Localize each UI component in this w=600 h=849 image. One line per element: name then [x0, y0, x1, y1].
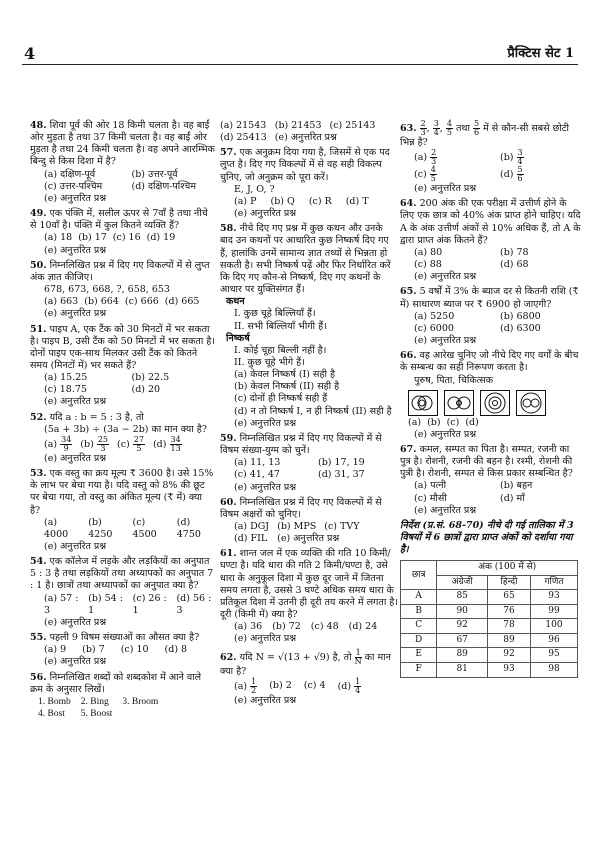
option[interactable]: (a) 21543 [220, 120, 267, 131]
classes: पुरुष, पिता, चिकित्सक [414, 374, 494, 386]
option[interactable]: (d) 8 [164, 644, 188, 656]
set-title: प्रैक्टिस सेट 1 [507, 46, 574, 61]
option[interactable]: (a) $\frac{2}{3}$ [414, 148, 437, 167]
question-58: 58. नीचे दिए गए प्रश्न में कुछ कथन और उनके बाद उन कथनों पर आधारित कुछ निष्कर्ष दिए गए हैं, हालांकि उनमें सामान्य ज्ञात तथ्यों से भिन्नता हो सकती है। सभी निष्कर्ष पढ़ें और फिर निर्धारित करें कि दिए गए कौन-से निष्कर्ष, दिए गए कथनों के आधार पर युक्तिसंगत हैं। कथन I. कुछ चूहे बिल्लियाँ हैं। II. सभी बिल्लियाँ भीगी हैं। निष्कर्ष I. कोई चूहा बिल्ली नहीं है। II. कुछ चूहे भीगे हैं। (a) केवल निष्कर्ष (I) सही है (b) केवल निष्कर्ष (II) सही है (c) दोनों ही निष्कर्ष सही हैं (d) न तो निष्कर्ष I, न ही निष्कर्ष (II) सही है (e) अनुत्तरित प्रश्न [220, 223, 398, 430]
word: 5. Boost [80, 709, 113, 720]
table-row: B 90 76 99 [401, 604, 578, 619]
option[interactable]: (c) 25143 [329, 120, 376, 131]
option[interactable]: (c) 10 [120, 644, 149, 656]
option[interactable]: (a) 5250 [414, 310, 455, 322]
option[interactable]: (e) अनुत्तरित प्रश्न [44, 616, 107, 628]
option[interactable]: (c) 26 : 1 [132, 592, 167, 616]
option[interactable]: (e) अनुत्तरित प्रश्न [44, 656, 107, 668]
question-49: 49. एक पंक्ति में, सलील ऊपर से 7वाँ है तथा नीचे से 10वाँ है। पंक्ति में कुल कितने व्यक्ति हैं? (a) 18 (b) 17 (c) 16 (d) 19 (e) अनुत्तरित प्रश्न [30, 208, 215, 257]
question-55: 55. पहली 9 विषम संख्याओं का औसत क्या है? (a) 9 (b) 7 (c) 10 (d) 8 (e) अनुत्तरित प्रश्न [30, 632, 215, 668]
page-number: 4 [24, 44, 36, 63]
option[interactable]: (d) T [345, 195, 369, 207]
venn-option-b[interactable] [444, 390, 474, 416]
option[interactable]: (e) अनुत्तरित प्रश्न [234, 481, 297, 493]
table-header: हिन्दी [488, 575, 531, 590]
option[interactable]: (e) अनुत्तरित प्रश्न [44, 244, 107, 256]
question-66: 66. वह आरेख चुनिए जो नीचे दिए गए वर्गों के बीच के सम्बन्ध का सही निरूपण करता है। पुरुष, पिता, चिकित्सक (a) (b) (c) (d) (e) अनुत्तरित प्रश्न [400, 350, 582, 441]
option[interactable]: (a) 11, 13 [234, 457, 281, 469]
question-56-options [220, 120, 398, 144]
option[interactable]: (c) 88 [414, 259, 442, 271]
option[interactable]: (d) 68 [500, 259, 529, 271]
option[interactable]: (b) $\frac{3}{4}$ [500, 148, 523, 167]
option[interactable]: (e) अनुत्तरित प्रश्न [414, 183, 477, 195]
option[interactable]: (b) 72 [272, 621, 301, 633]
option[interactable]: (b) 6800 [500, 310, 541, 322]
question-48: 48. शिवा पूर्व की ओर 18 किमी चलता है। वह बाईं ओर मुड़ता है तथा 37 किमी चलता है। वह बाईं ओर मुड़ता है तथा 24 किमी चलता है। वह अपने आरम्भिक बिन्दु से किस दिशा में है? (a) दक्षिण-पूर्व (b) उत्तर-पूर्व (c) उत्तर-पश्चिम (d) दक्षिण-पश्चिम (e) अनुत्तरित प्रश्न [30, 120, 215, 204]
question-57: 57. एक अनुक्रम दिया गया है, जिसमें से एक पद लुप्त है। दिए गए विकल्पों में से वह सही विकल्प चुनिए, जो अनुक्रम को पूरा करें। E, J, O, ? (a) P (b) Q (c) R (d) T (e) अनुत्तरित प्रश्न [220, 147, 398, 220]
option[interactable]: (d) $\frac{5}{6}$ [500, 165, 523, 184]
option[interactable]: (d) माँ [500, 492, 525, 504]
option[interactable]: (e) अनुत्तरित प्रश्न [44, 396, 107, 408]
question-50: 50. निम्नलिखित प्रश्न में दिए गए विकल्पों में से लुप्त अंक ज्ञात कीजिए। 678, 673, 668, ?, 658, 653 (a) 663 (b) 664 (c) 666 (d) 665 (e) अनुत्तरित प्रश्न [30, 260, 215, 321]
option[interactable]: (a) $\frac{34}{9}$ [44, 434, 72, 453]
column-1 [30, 120, 215, 723]
option[interactable]: (b) 17 [78, 232, 107, 244]
option[interactable]: (e) अनुत्तरित प्रश्न [234, 694, 297, 706]
option[interactable]: (e) अनुत्तरित प्रश्न [414, 504, 477, 516]
question-54: 54. एक कॉलेज में लड़के और लड़कियों का अनुपात 5 : 3 है तथा लड़कियों तथा अध्यापकों का अनुपात 7 : 1 है। छात्रों तथा अध्यापकों का अनुपात क्या है? (a) 57 : 3 (b) 54 : 1 (c) 26 : 1 (d) 56 : 3 (e) अनुत्तरित प्रश्न [30, 556, 214, 628]
word: 4. Bost [38, 709, 65, 720]
option[interactable]: (d) 25413 [220, 132, 267, 144]
word: 3. Broom [122, 696, 159, 707]
option[interactable]: (e) अनुत्तरित प्रश्न [414, 271, 477, 283]
option[interactable]: (a) P [234, 195, 257, 207]
option[interactable]: (b) उत्तर-पूर्व [131, 168, 178, 180]
option[interactable]: (d) 665 [164, 296, 200, 308]
venn-diagram-options [408, 390, 582, 416]
question-63: 63. $\frac{2}{3}$ , $\frac{3}{4}$ , $\frac{4}{5}$ तथा $\frac{5}{6}$ में से कौन-सी सबसे छोटी भिन्न है? (a) $\frac{2}{3}$ (b) $\frac{3}{4}$ (c) $\frac{4}{5}$ (d) $\frac{5}{6}$ (e) अनुत्तरित प्रश्न [400, 120, 582, 195]
question-59: 59. निम्नलिखित प्रश्न में दिए गए विकल्पों में से विषम संख्या-युग्म को चुनें। (a) 11, 13 (b) 17, 19 (c) 41, 47 (d) 31, 37 (e) अनुत्तरित प्रश्न [220, 433, 398, 494]
option[interactable]: (c) उत्तर-पश्चिम [44, 180, 103, 192]
table-row: F 81 93 98 [401, 662, 578, 677]
option[interactable]: (d) 31, 37 [318, 469, 365, 481]
option[interactable]: (d) 4750 [176, 516, 201, 540]
option[interactable]: (c) 6000 [414, 322, 454, 334]
option[interactable]: (d) 24 [348, 621, 378, 633]
venn-option-c[interactable] [480, 390, 510, 416]
option[interactable]: (e) अनुत्तरित प्रश्न [44, 541, 107, 552]
question-64: 64. 200 अंक की एक परीक्षा में उत्तीर्ण होने के लिए एक छात्र को 40% अंक प्राप्त होने चाहिए। यदि A के अंक उत्तीर्ण अंकों से 10% अधिक हैं, तो A के द्वारा प्राप्त अंक कितने हैं? (a) 80 (b) 78 (c) 88 (d) 68 (e) अनुत्तरित प्रश्न [400, 198, 581, 283]
word: 2. Bing [80, 696, 109, 707]
option[interactable]: (e) अनुत्तरित प्रश्न [234, 208, 297, 220]
option[interactable]: (b) Q [270, 195, 295, 207]
option[interactable]: (b) केवल निष्कर्ष (II) सही है [234, 381, 340, 393]
option[interactable]: (a) 9 [44, 644, 67, 656]
option[interactable]: (c) 18.75 [44, 384, 87, 396]
option[interactable]: (c) 4500 [132, 516, 157, 540]
option[interactable]: (a) $\frac{1}{2}$ [234, 676, 257, 695]
option[interactable]: (e) अनुत्तरित प्रश्न [44, 192, 107, 204]
number-series: 678, 673, 668, ?, 658, 653 [44, 284, 170, 296]
column-2 [220, 120, 398, 710]
table-header: छात्र [401, 561, 437, 590]
option[interactable]: (d) 19 [146, 232, 176, 244]
question-62: 62. यदि N = √(13 + √9) है, तो $\frac{1}{N}$ का मान क्या है? (a) $\frac{1}{2}$ (b) 2 (c) 4 (d) $\frac{1}{4}$ (e) अनुत्तरित प्रश्न [220, 649, 398, 707]
option[interactable]: (d) दक्षिण-पश्चिम [131, 180, 197, 192]
page-header [22, 44, 578, 65]
option[interactable]: (b) 21453 [274, 120, 322, 131]
question-52: 52. यदि a : b = 5 : 3 है, तो (5a + 3b) ÷ (3a − 2b) का मान क्या है? (a) $\frac{34}{9}$ (b) $\frac{25}{3}$ (c) $\frac{27}{5}$ (d) $\frac{34}{13}$ (e) अनुत्तरित प्रश्न [30, 412, 215, 465]
option[interactable]: (d) $\frac{34}{13}$ [152, 434, 181, 453]
option[interactable]: (e) अनुत्तरित प्रश्न [234, 633, 297, 645]
option[interactable]: (c) $\frac{27}{5}$ [117, 434, 144, 453]
table-header: अंक (100 में से) [437, 561, 578, 576]
option[interactable]: (b) MPS [277, 521, 317, 532]
option[interactable]: (c) 666 [124, 296, 159, 308]
option[interactable]: (a) 18 [44, 232, 73, 244]
question-67: 67. कमल, सम्पत का पिता है। सम्पत, रजनी का पुत्र है। रोशनी, रजनी की बहन है। रश्मी, रोशनी की पुत्री है। रोशनी, सम्पत से किस प्रकार सम्बन्धित है? (a) पत्नी (b) बहन (c) मौसी (d) माँ (e) अनुत्तरित प्रश्न [400, 444, 582, 517]
option[interactable]: (b) 22.5 [131, 372, 170, 384]
option[interactable]: (c) $\frac{4}{5}$ [414, 165, 436, 184]
option[interactable]: (e) अनुत्तरित प्रश्न [277, 533, 340, 545]
question-60: 60. निम्नलिखित प्रश्न में दिए गए विकल्पों में से विषम अक्षरों को चुनिए। (a) DGJ (b) MPS (c) TVY (d) FIL (e) अनुत्तरित प्रश्न [220, 496, 382, 545]
option[interactable]: (b) 664 [84, 296, 119, 308]
option[interactable]: (a) 663 [44, 296, 79, 308]
option[interactable]: (b) 4250 [88, 516, 113, 540]
option[interactable]: (c) मौसी [414, 492, 447, 504]
word: 1. Bomb [38, 696, 71, 707]
option[interactable]: (a) 80 [414, 246, 443, 258]
table-header: अंग्रेजी [437, 575, 488, 590]
option[interactable]: (a) केवल निष्कर्ष (I) सही है [234, 369, 336, 381]
option[interactable]: (c) R [308, 195, 332, 207]
question-51: 51. पाइप A, एक टैंक को 30 मिनटों में भर सकता है। पाइप B, उसी टैंक को 50 मिनटों में भर सकता है। दोनों पाइप एक-साथ मिलकर उसी टैंक को कितने समय (मिनटों में) भर सकते हैं? (a) 15.25 (b) 22.5 (c) 18.75 (d) 20 (e) अनुत्तरित प्रश्न [30, 323, 215, 408]
option[interactable]: (e) अनुत्तरित प्रश्न [414, 428, 477, 440]
option[interactable]: (b) 54 : 1 [88, 592, 123, 616]
option[interactable]: (c) TVY [324, 521, 360, 532]
venn-option-d[interactable] [516, 390, 546, 416]
option[interactable]: (b) 17, 19 [318, 457, 365, 469]
table-row: C 92 78 100 [401, 619, 578, 634]
option[interactable]: (e) अनुत्तरित प्रश्न [274, 132, 337, 144]
option[interactable]: (d) 56 : 3 [176, 592, 212, 616]
option[interactable]: (d) न तो निष्कर्ष I, न ही निष्कर्ष (II) सही है [234, 405, 392, 417]
option[interactable]: (b) 78 [500, 246, 529, 258]
option[interactable]: (d) 20 [131, 384, 161, 396]
table-row: D 67 89 96 [401, 633, 578, 648]
question-65: 65. 5 वर्षों में 3% के ब्याज दर से कितनी राशि (₹ में) साधारण ब्याज पर ₹ 6900 हो जाएगी? (a) 5250 (b) 6800 (c) 6000 (d) 6300 (e) अनुत्तरित प्रश्न [400, 286, 582, 347]
option[interactable]: (a) दक्षिण-पूर्व [44, 168, 96, 180]
table-row: E 89 92 95 [401, 648, 578, 663]
option[interactable]: (c) 16 [112, 232, 141, 244]
venn-option-a[interactable] [408, 390, 438, 416]
option[interactable]: (c) 48 [310, 621, 339, 633]
option[interactable]: (e) अनुत्तरित प्रश्न [44, 308, 107, 320]
option[interactable]: (c) 41, 47 [234, 469, 280, 481]
question-53: 53. एक वस्तु का क्रय मूल्य ₹ 3600 है। उसे 15% के लाभ पर बेचा गया है। यदि वस्तु को 8% की छूट पर बेचा गया, तो वस्तु का अंकित मूल्य (₹ में) क्या है? (a) 4000 (b) 4250 (c) 4500 (d) 4750 (e) अनुत्तरित प्रश्न [30, 468, 214, 552]
letter-series: E, J, O, ? [234, 183, 275, 195]
option[interactable]: (a) DGJ [234, 521, 270, 532]
option[interactable]: (b) 7 [82, 644, 105, 656]
question-61: 61. शान्त जल में एक व्यक्ति की गति 10 किमी/घण्टा है। यदि धारा की गति 2 किमी/घण्टा है, उसे धारा के अनुकूल दिशा में कुछ दूर जाने में जितना समय लगता है, उससे 3 घण्टे अधिक समय धारा के प्रतिकूल दिशा में उतनी ही दूरी तय करने में लगता है। दूरी (किमी में) क्या है? (a) 36 (b) 72 (c) 48 (d) 24 (e) अनुत्तरित प्रश्न [220, 548, 398, 645]
option[interactable]: (d) FIL [234, 533, 268, 545]
option[interactable]: (d) $\frac{1}{4}$ [337, 676, 361, 695]
table-row: A 85 65 93 [401, 590, 578, 605]
option[interactable]: (a) 36 [234, 621, 263, 633]
option[interactable]: (b) 2 [269, 680, 292, 692]
option[interactable]: (a) 57 : 3 [44, 592, 79, 616]
option[interactable]: (c) 4 [303, 680, 326, 692]
option[interactable]: (a) 15.25 [44, 372, 88, 384]
option[interactable]: (b) $\frac{25}{3}$ [80, 434, 109, 453]
column-3 [400, 120, 582, 678]
table-header: गणित [531, 575, 578, 590]
marks-table [400, 560, 578, 677]
option[interactable]: (b) बहन [500, 480, 533, 492]
option[interactable]: (a) 4000 [44, 516, 69, 540]
option[interactable]: (a) पत्नी [414, 480, 447, 492]
direction-text: निर्देश (प्र.सं. 68-70) नीचे दी गई तालिका में 3 विषयों में 6 छात्रों द्वारा प्राप्त अंकों को दर्शाया गया है। [400, 519, 574, 556]
option[interactable]: (e) अनुत्तरित प्रश्न [44, 452, 107, 464]
question-56: 56. निम्नलिखित शब्दों को शब्दकोश में आने वाले क्रम के अनुसार लिखें। 1. Bomb 2. Bing 3. Broom 4. Bost 5. Boost [30, 671, 202, 720]
option[interactable]: (e) अनुत्तरित प्रश्न [414, 335, 477, 347]
option[interactable]: (e) अनुत्तरित प्रश्न [234, 417, 297, 429]
option[interactable]: (d) 6300 [500, 322, 541, 334]
option[interactable]: (c) दोनों ही निष्कर्ष सही हैं [234, 393, 328, 405]
